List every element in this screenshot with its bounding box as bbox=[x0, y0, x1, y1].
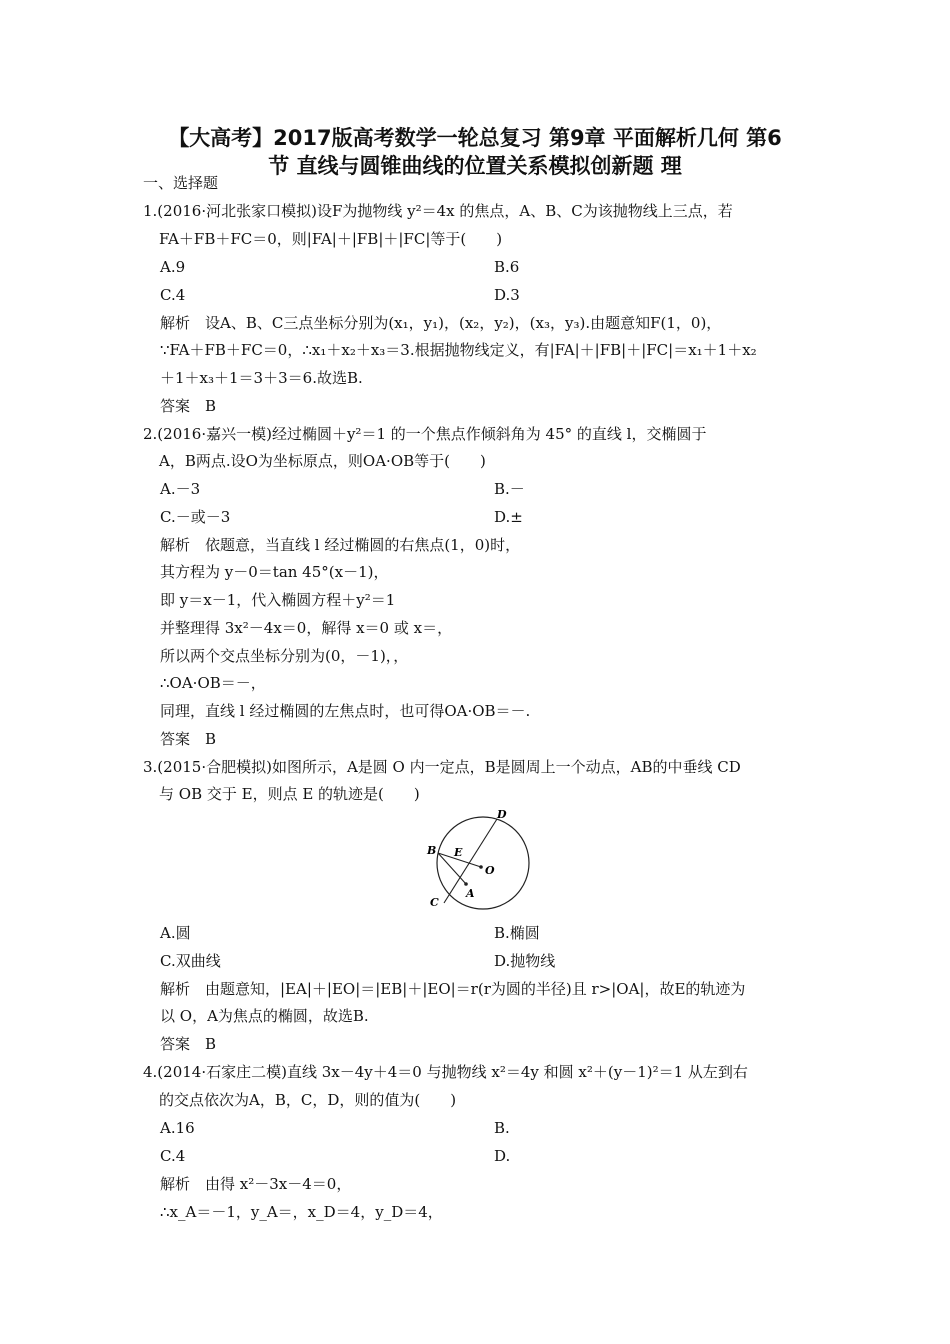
section-heading: 一、选择题 bbox=[143, 174, 219, 192]
q2-option-c: C.－或－3 bbox=[160, 508, 231, 526]
q2-option-b: B.－ bbox=[494, 480, 525, 498]
q1-answer: 答案 B bbox=[160, 397, 217, 415]
label-b: B bbox=[427, 844, 437, 857]
point-a bbox=[464, 882, 468, 886]
circle-outline bbox=[437, 817, 529, 909]
q2-solution-line-1: 解析 依题意，当直线 l 经过椭圆的右焦点(1，0)时， bbox=[160, 536, 521, 554]
q1-option-d: D.3 bbox=[494, 286, 520, 304]
document-title-line-1: 【大高考】2017版高考数学一轮总复习 第9章 平面解析几何 第6 bbox=[168, 126, 782, 150]
q3-stem-line-1: 3.(2015·合肥模拟)如图所示，A是圆 O 内一定点，B是圆周上一个动点，AB的中垂线 CD bbox=[143, 758, 741, 776]
q2-answer: 答案 B bbox=[160, 730, 217, 748]
q2-stem-line-2: A，B两点.设O为坐标原点，则OA·OB等于( ) bbox=[159, 452, 486, 470]
document-title-line-2: 节 直线与圆锥曲线的位置关系模拟创新题 理 bbox=[268, 154, 682, 178]
q1-stem-line-2: FA＋FB＋FC＝0，则|FA|＋|FB|＋|FC|等于( ) bbox=[159, 230, 503, 248]
q2-solution-line-3: 即 y＝x－1，代入椭圆方程＋y²＝1 bbox=[160, 591, 396, 609]
q4-solution-line-1: 解析 由得 x²－3x－4＝0， bbox=[160, 1175, 352, 1193]
q4-option-b: B. bbox=[494, 1119, 510, 1137]
q4-stem-line-2: 的交点依次为A，B，C，D，则的值为( ) bbox=[159, 1091, 457, 1109]
q2-option-a: A.－3 bbox=[160, 480, 201, 498]
q2-solution-line-5: 所以两个交点坐标分别为(0，－1)，， bbox=[160, 647, 409, 665]
q3-stem-line-2: 与 OB 交于 E，则点 E 的轨迹是( ) bbox=[159, 785, 420, 803]
q3-option-d: D.抛物线 bbox=[494, 952, 556, 970]
label-d: D bbox=[497, 808, 507, 821]
q1-option-a: A.9 bbox=[160, 258, 186, 276]
q2-solution-line-6: ∴OA·OB＝－， bbox=[160, 674, 266, 692]
q2-solution-line-4: 并整理得 3x²－4x＝0，解得 x＝0 或 x＝， bbox=[160, 619, 453, 637]
q3-solution-line-2: 以 O，A为焦点的椭圆，故选B. bbox=[160, 1007, 369, 1025]
circle-geometry-figure bbox=[418, 808, 530, 913]
label-o: O bbox=[485, 864, 495, 877]
q1-solution-line-1: 解析 设A、B、C三点坐标分别为(x₁，y₁)，(x₂，y₂)，(x₃，y₃).由题意知F(1，0)， bbox=[160, 314, 722, 332]
q1-solution-line-2: ∵FA＋FB＋FC＝0，∴x₁＋x₂＋x₃＝3.根据抛物线定义，有|FA|＋|FB|＋|FC|＝x₁＋1＋x₂ bbox=[160, 341, 757, 359]
q4-solution-line-2: ∴x_A＝－1，y_A＝，x_D＝4，y_D＝4， bbox=[160, 1203, 443, 1221]
point-o bbox=[479, 865, 483, 869]
q1-option-c: C.4 bbox=[160, 286, 186, 304]
label-c: C bbox=[430, 896, 439, 909]
q2-option-d: D.± bbox=[494, 508, 523, 526]
q2-stem-line-1: 2.(2016·嘉兴一模)经过椭圆＋y²＝1 的一个焦点作倾斜角为 45° 的直线 l，交椭圆于 bbox=[143, 425, 707, 443]
q1-solution-line-3: ＋1＋x₃＋1＝3＋3＝6.故选B. bbox=[160, 369, 363, 387]
q3-option-a: A.圆 bbox=[160, 924, 191, 942]
q4-option-a: A.16 bbox=[160, 1119, 195, 1137]
q3-option-b: B.椭圆 bbox=[494, 924, 540, 942]
q2-solution-line-2: 其方程为 y－0＝tan 45°(x－1)， bbox=[160, 563, 389, 581]
label-a: A bbox=[466, 887, 475, 900]
q4-stem-line-1: 4.(2014·石家庄二模)直线 3x－4y＋4＝0 与抛物线 x²＝4y 和圆 x²＋(y－1)²＝1 从左到右 bbox=[143, 1063, 748, 1081]
label-e: E bbox=[454, 846, 463, 859]
q3-answer: 答案 B bbox=[160, 1035, 217, 1053]
q4-option-d: D. bbox=[494, 1147, 511, 1165]
q3-option-c: C.双曲线 bbox=[160, 952, 221, 970]
q1-option-b: B.6 bbox=[494, 258, 520, 276]
q2-solution-line-7: 同理，直线 l 经过椭圆的左焦点时，也可得OA·OB＝－. bbox=[160, 702, 531, 720]
q4-option-c: C.4 bbox=[160, 1147, 186, 1165]
q1-stem-line-1: 1.(2016·河北张家口模拟)设F为抛物线 y²＝4x 的焦点，A、B、C为该抛物线上三点，若 bbox=[143, 202, 733, 220]
q3-solution-line-1: 解析 由题意知，|EA|＋|EO|＝|EB|＋|EO|＝r(r为圆的半径)且 r>|OA|，故E的轨迹为 bbox=[160, 980, 746, 998]
